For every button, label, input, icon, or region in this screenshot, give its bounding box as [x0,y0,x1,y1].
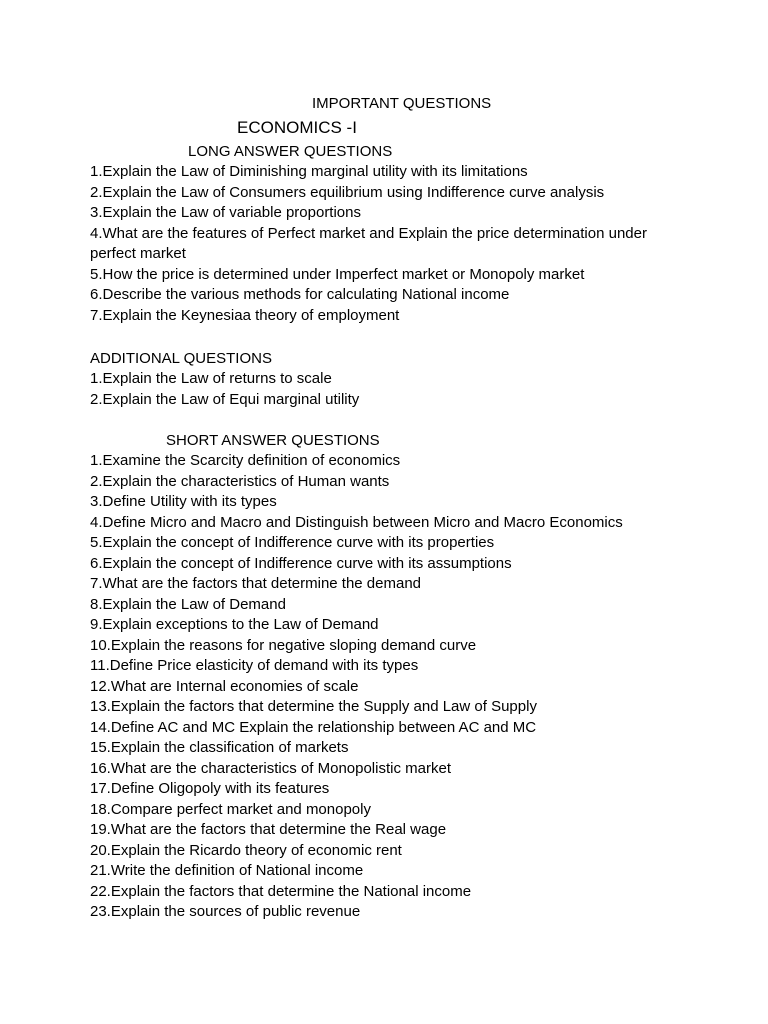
list-item: 22.Explain the factors that determine the National income [90,882,472,900]
short-answer-heading: SHORT ANSWER QUESTIONS [166,432,380,449]
list-item: 5.How the price is determined under Imperfect market or Monopoly market [90,265,585,283]
long-answer-list [90,162,690,326]
long-answer-heading: LONG ANSWER QUESTIONS [188,143,393,160]
list-item: 9.Explain exceptions to the Law of Demand [90,616,379,633]
list-item: 6.Explain the concept of Indifference curve with its assumptions [90,554,512,572]
list-item: 23.Explain the sources of public revenue [90,903,361,920]
list-item: 21.Write the definition of National income [90,862,364,879]
list-item: 13.Explain the factors that determine the Supply and Law of Supply [90,698,537,715]
short-answer-section [90,430,690,923]
list-item: 16.What are the characteristics of Monopolistic market [90,759,451,777]
additional-section [90,348,690,410]
list-item: 15.Explain the classification of markets [90,739,349,756]
long-answer-section [90,141,690,326]
list-item: 10.Explain the reasons for negative sloping demand curve [90,636,477,654]
list-item: 5.Explain the concept of Indifference curve with its properties [90,534,495,551]
additional-list [90,369,690,410]
list-item: 17.Define Oligopoly with its features [90,780,330,797]
document-title: IMPORTANT QUESTIONS [312,95,492,112]
list-item: 8.Explain the Law of Demand [90,595,286,613]
list-item: 18.Compare perfect market and monopoly [90,800,371,818]
list-item: 2.Explain the Law of Consumers equilibrium using Indifference curve analysis [90,183,605,201]
list-item: 4.Define Micro and Macro and Distinguish between Micro and Macro Economics [90,513,623,531]
list-item: 2.Explain the characteristics of Human wants [90,472,390,490]
list-item: 3.Define Utility with its types [90,493,277,510]
list-item: 1.Examine the Scarcity definition of economics [90,452,401,469]
list-item: 19.What are the factors that determine the Real wage [90,821,447,838]
list-item: 3.Explain the Law of variable proportions [90,204,361,221]
list-item: 1.Explain the Law of returns to scale [90,370,332,387]
list-item: 20.Explain the Ricardo theory of economic rent [90,841,402,859]
list-item: 11.Define Price elasticity of demand with its types [90,657,419,674]
additional-heading: ADDITIONAL QUESTIONS [90,350,272,367]
list-item: 6.Describe the various methods for calculating National income [90,286,510,303]
subject-title: ECONOMICS -I [237,118,357,137]
list-item: 12.What are Internal economies of scale [90,677,359,695]
list-item: 7.Explain the Keynesiaa theory of employment [90,306,400,324]
list-item: 14.Define AC and MC Explain the relationship between AC and MC [90,718,537,736]
list-item: 2.Explain the Law of Equi marginal utility [90,390,360,408]
short-answer-list [90,451,690,923]
list-item: 4.What are the features of Perfect market and Explain the price determination under perfect market [90,224,647,262]
list-item: 1.Explain the Law of Diminishing marginal utility with its limitations [90,163,528,180]
list-item: 7.What are the factors that determine the demand [90,575,422,592]
